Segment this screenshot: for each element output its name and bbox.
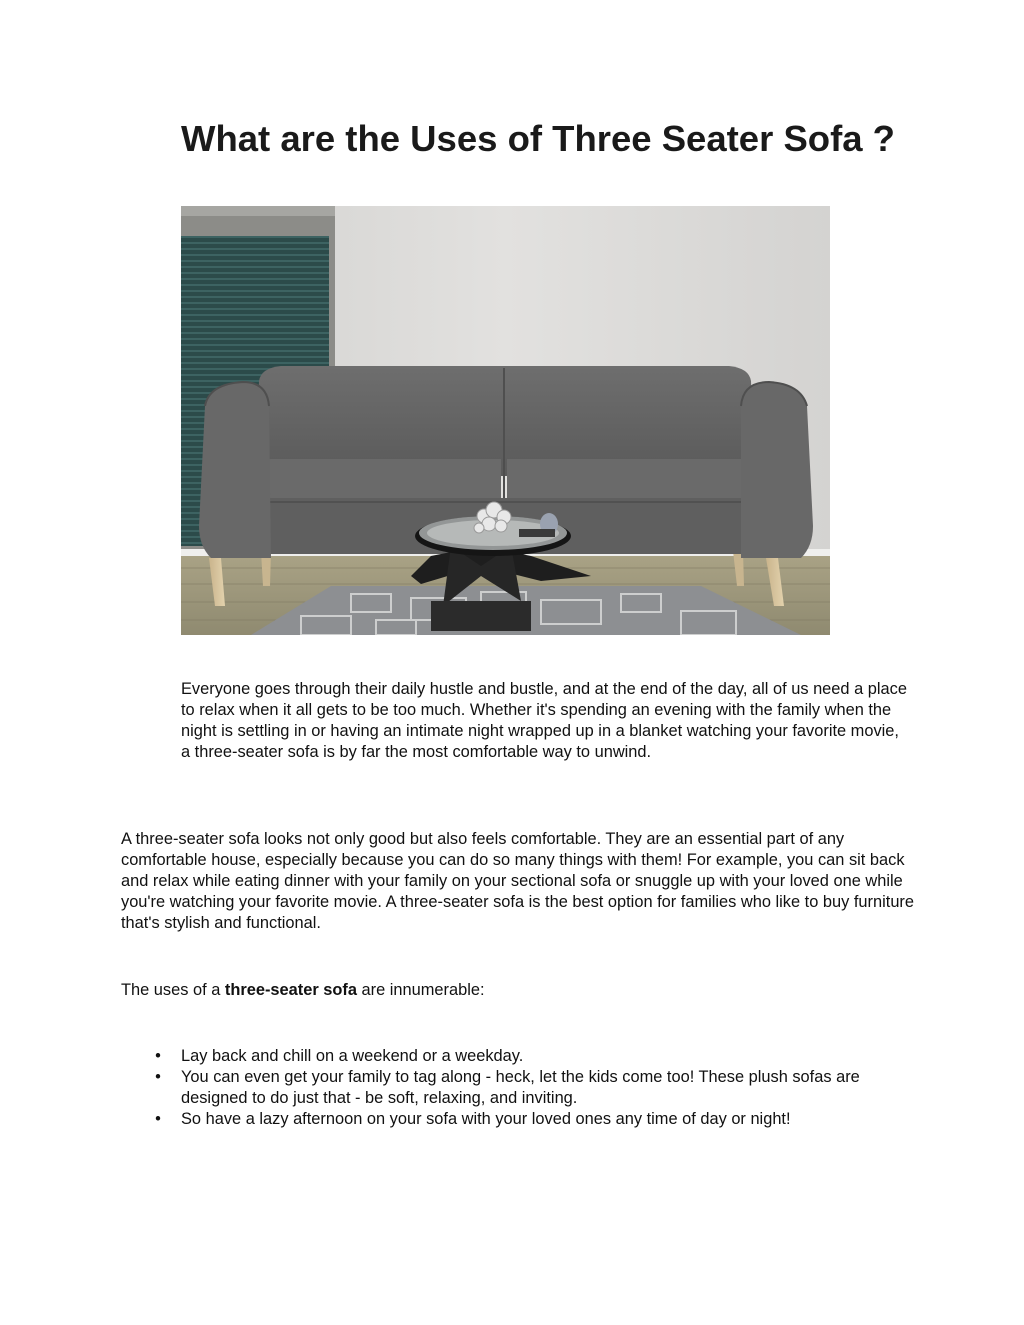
list-item-text: You can even get your family to tag along - heck, let the kids come too! These plush sofas are designed to do just that - be soft, relaxing, and inviting. (181, 1068, 860, 1107)
list-item-text: Lay back and chill on a weekend or a weekday. (181, 1047, 524, 1065)
sofa-photo (181, 206, 830, 635)
list-item (155, 1046, 901, 1067)
uses-bold-text: three-seater sofa (224, 981, 357, 999)
bullet-icon: • (155, 1068, 161, 1086)
uses-list (155, 1046, 901, 1130)
page-title: What are the Uses of Three Seater Sofa ? (181, 118, 895, 159)
list-item (155, 1067, 901, 1109)
uses-intro-paragraph (121, 980, 921, 1001)
uses-prefix-text: The uses of a (121, 981, 225, 999)
bullet-icon: • (155, 1047, 161, 1065)
list-item-text: So have a lazy afternoon on your sofa with your loved ones any time of day or night! (181, 1110, 791, 1128)
uses-suffix-text: are innumerable: (356, 981, 485, 999)
intro-paragraph: Everyone goes through their daily hustle and bustle, and at the end of the day, all of us need a place to relax when it all gets to be too much. Whether it's spending an evening with the family when the night is settling in or having an intimate night wrapped up in a blanket watching your favorite movie, a three-seater sofa is by far the most comfortable way to unwind. (181, 680, 907, 761)
list-item (155, 1109, 901, 1130)
bullet-icon: • (155, 1110, 161, 1128)
body-paragraph: A three-seater sofa looks not only good but also feels comfortable. They are an essential part of any comfortable house, especially because you can do so many things with them! For example, you can sit back and relax while eating dinner with your family on your sectional sofa or snuggle up with your loved one while you're watching your favorite movie. A three-seater sofa is the best option for families who like to buy furniture that's stylish and functional. (121, 830, 915, 932)
